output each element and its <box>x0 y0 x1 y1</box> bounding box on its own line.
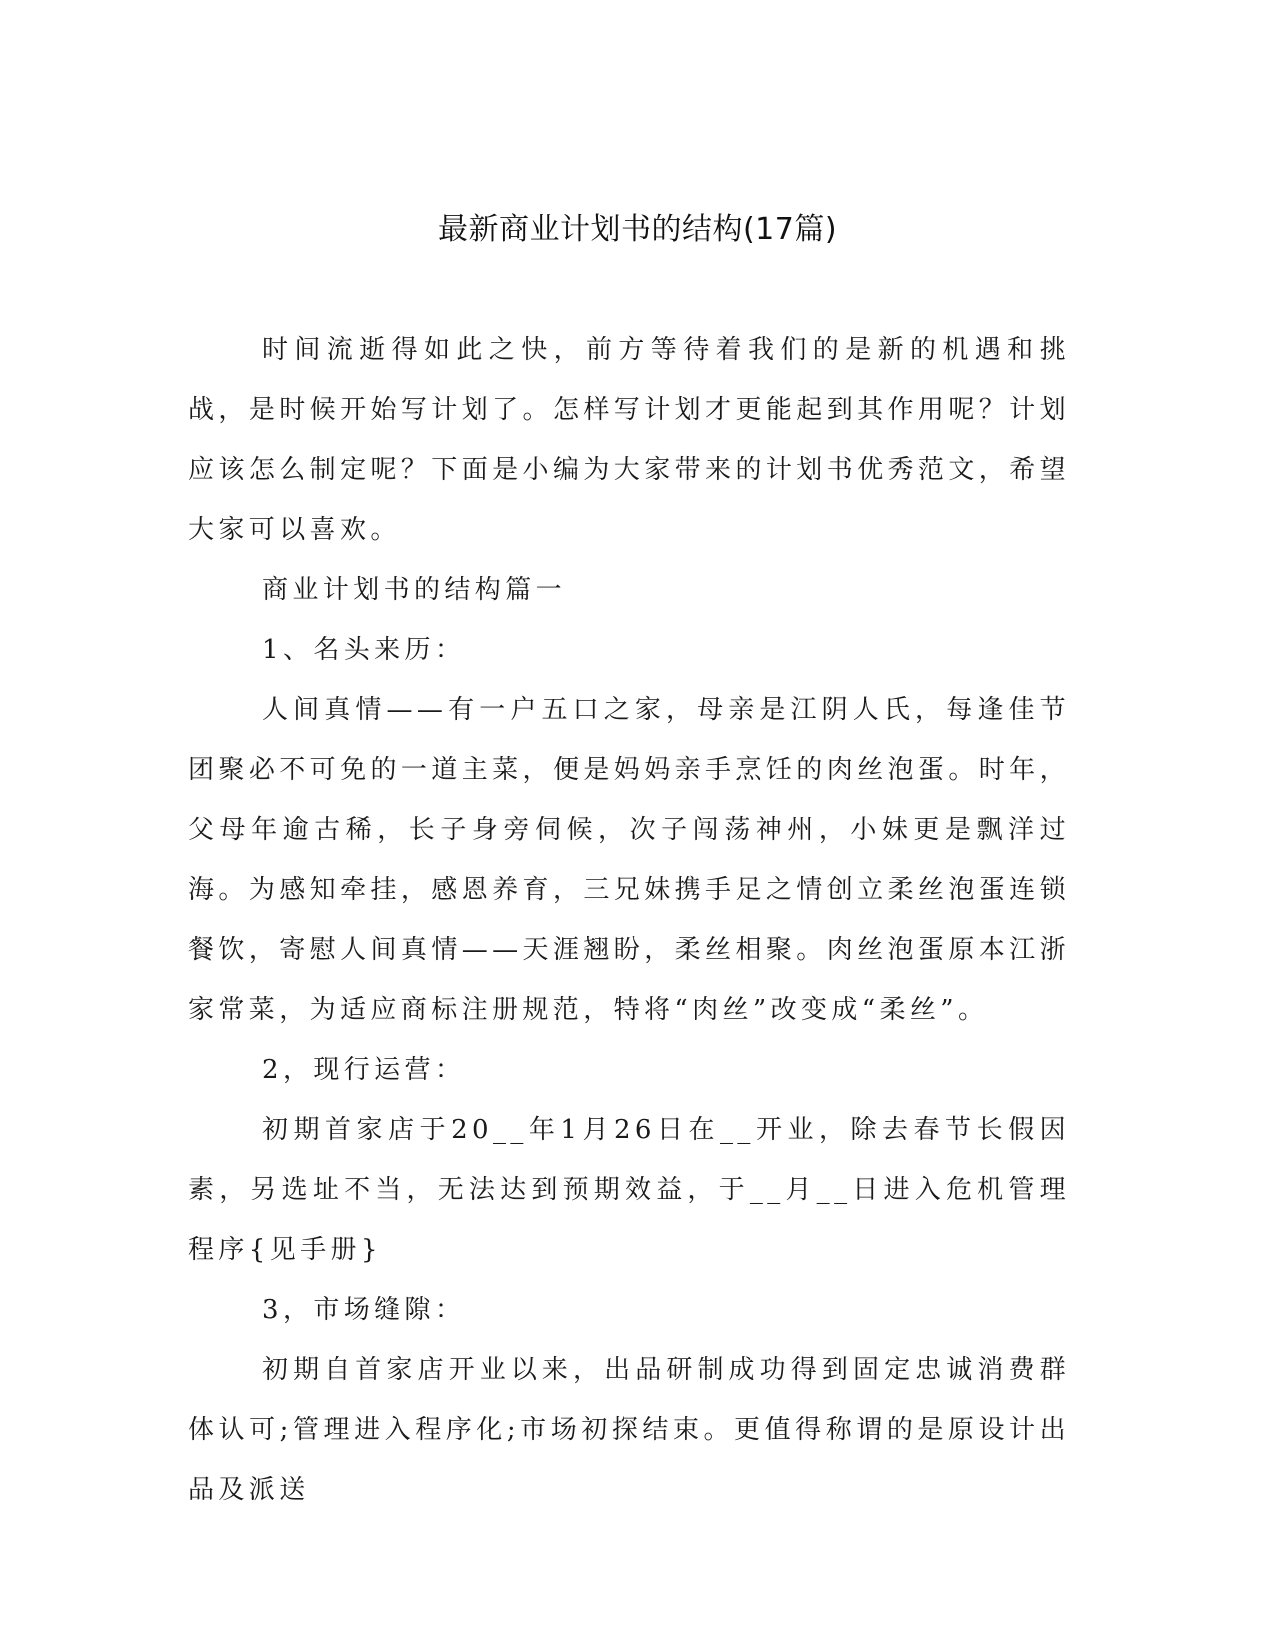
market-gap-paragraph: 初期自首家店开业以来，出品研制成功得到固定忠诚消费群体认可;管理进入程序化;市场初探结束。更值得称谓的是原设计出品及派送 <box>188 1355 1070 1505</box>
origin-paragraph: 人间真情——有一户五口之家，母亲是江阴人氏，每逢佳节团聚必不可免的一道主菜，便是妈妈亲手烹饪的肉丝泡蛋。时年，父母年逾古稀，长子身旁伺候，次子闯荡神州，小妹更是飘洋过海。为感知牵挂，感恩养育，三兄妹携手足之情创立柔丝泡蛋连锁餐饮，寄慰人间真情——天涯翘盼，柔丝相聚。肉丝泡蛋原本江浙家常菜，为适应商标注册规范，特将“肉丝”改变成“柔丝”。 <box>188 695 1070 1025</box>
subheading-operations: 2，现行运营： <box>262 1055 466 1085</box>
subheading-market-gap: 3，市场缝隙： <box>262 1295 466 1325</box>
section-heading: 商业计划书的结构篇一 <box>262 575 567 605</box>
subheading-origin: 1、名头来历： <box>262 635 466 665</box>
intro-paragraph: 时间流逝得如此之快，前方等待着我们的是新的机遇和挑战，是时候开始写计划了。怎样写计划才更能起到其作用呢？计划应该怎么制定呢？下面是小编为大家带来的计划书优秀范文，希望大家可以喜欢。 <box>188 335 1070 545</box>
document-title: 最新商业计划书的结构(17篇) <box>437 212 838 247</box>
operations-paragraph: 初期首家店于20__年1月26日在__开业，除去春节长假因素，另选址不当，无法达到预期效益，于__月__日进入危机管理程序{见手册} <box>188 1115 1070 1265</box>
document-body <box>188 320 1070 1520</box>
